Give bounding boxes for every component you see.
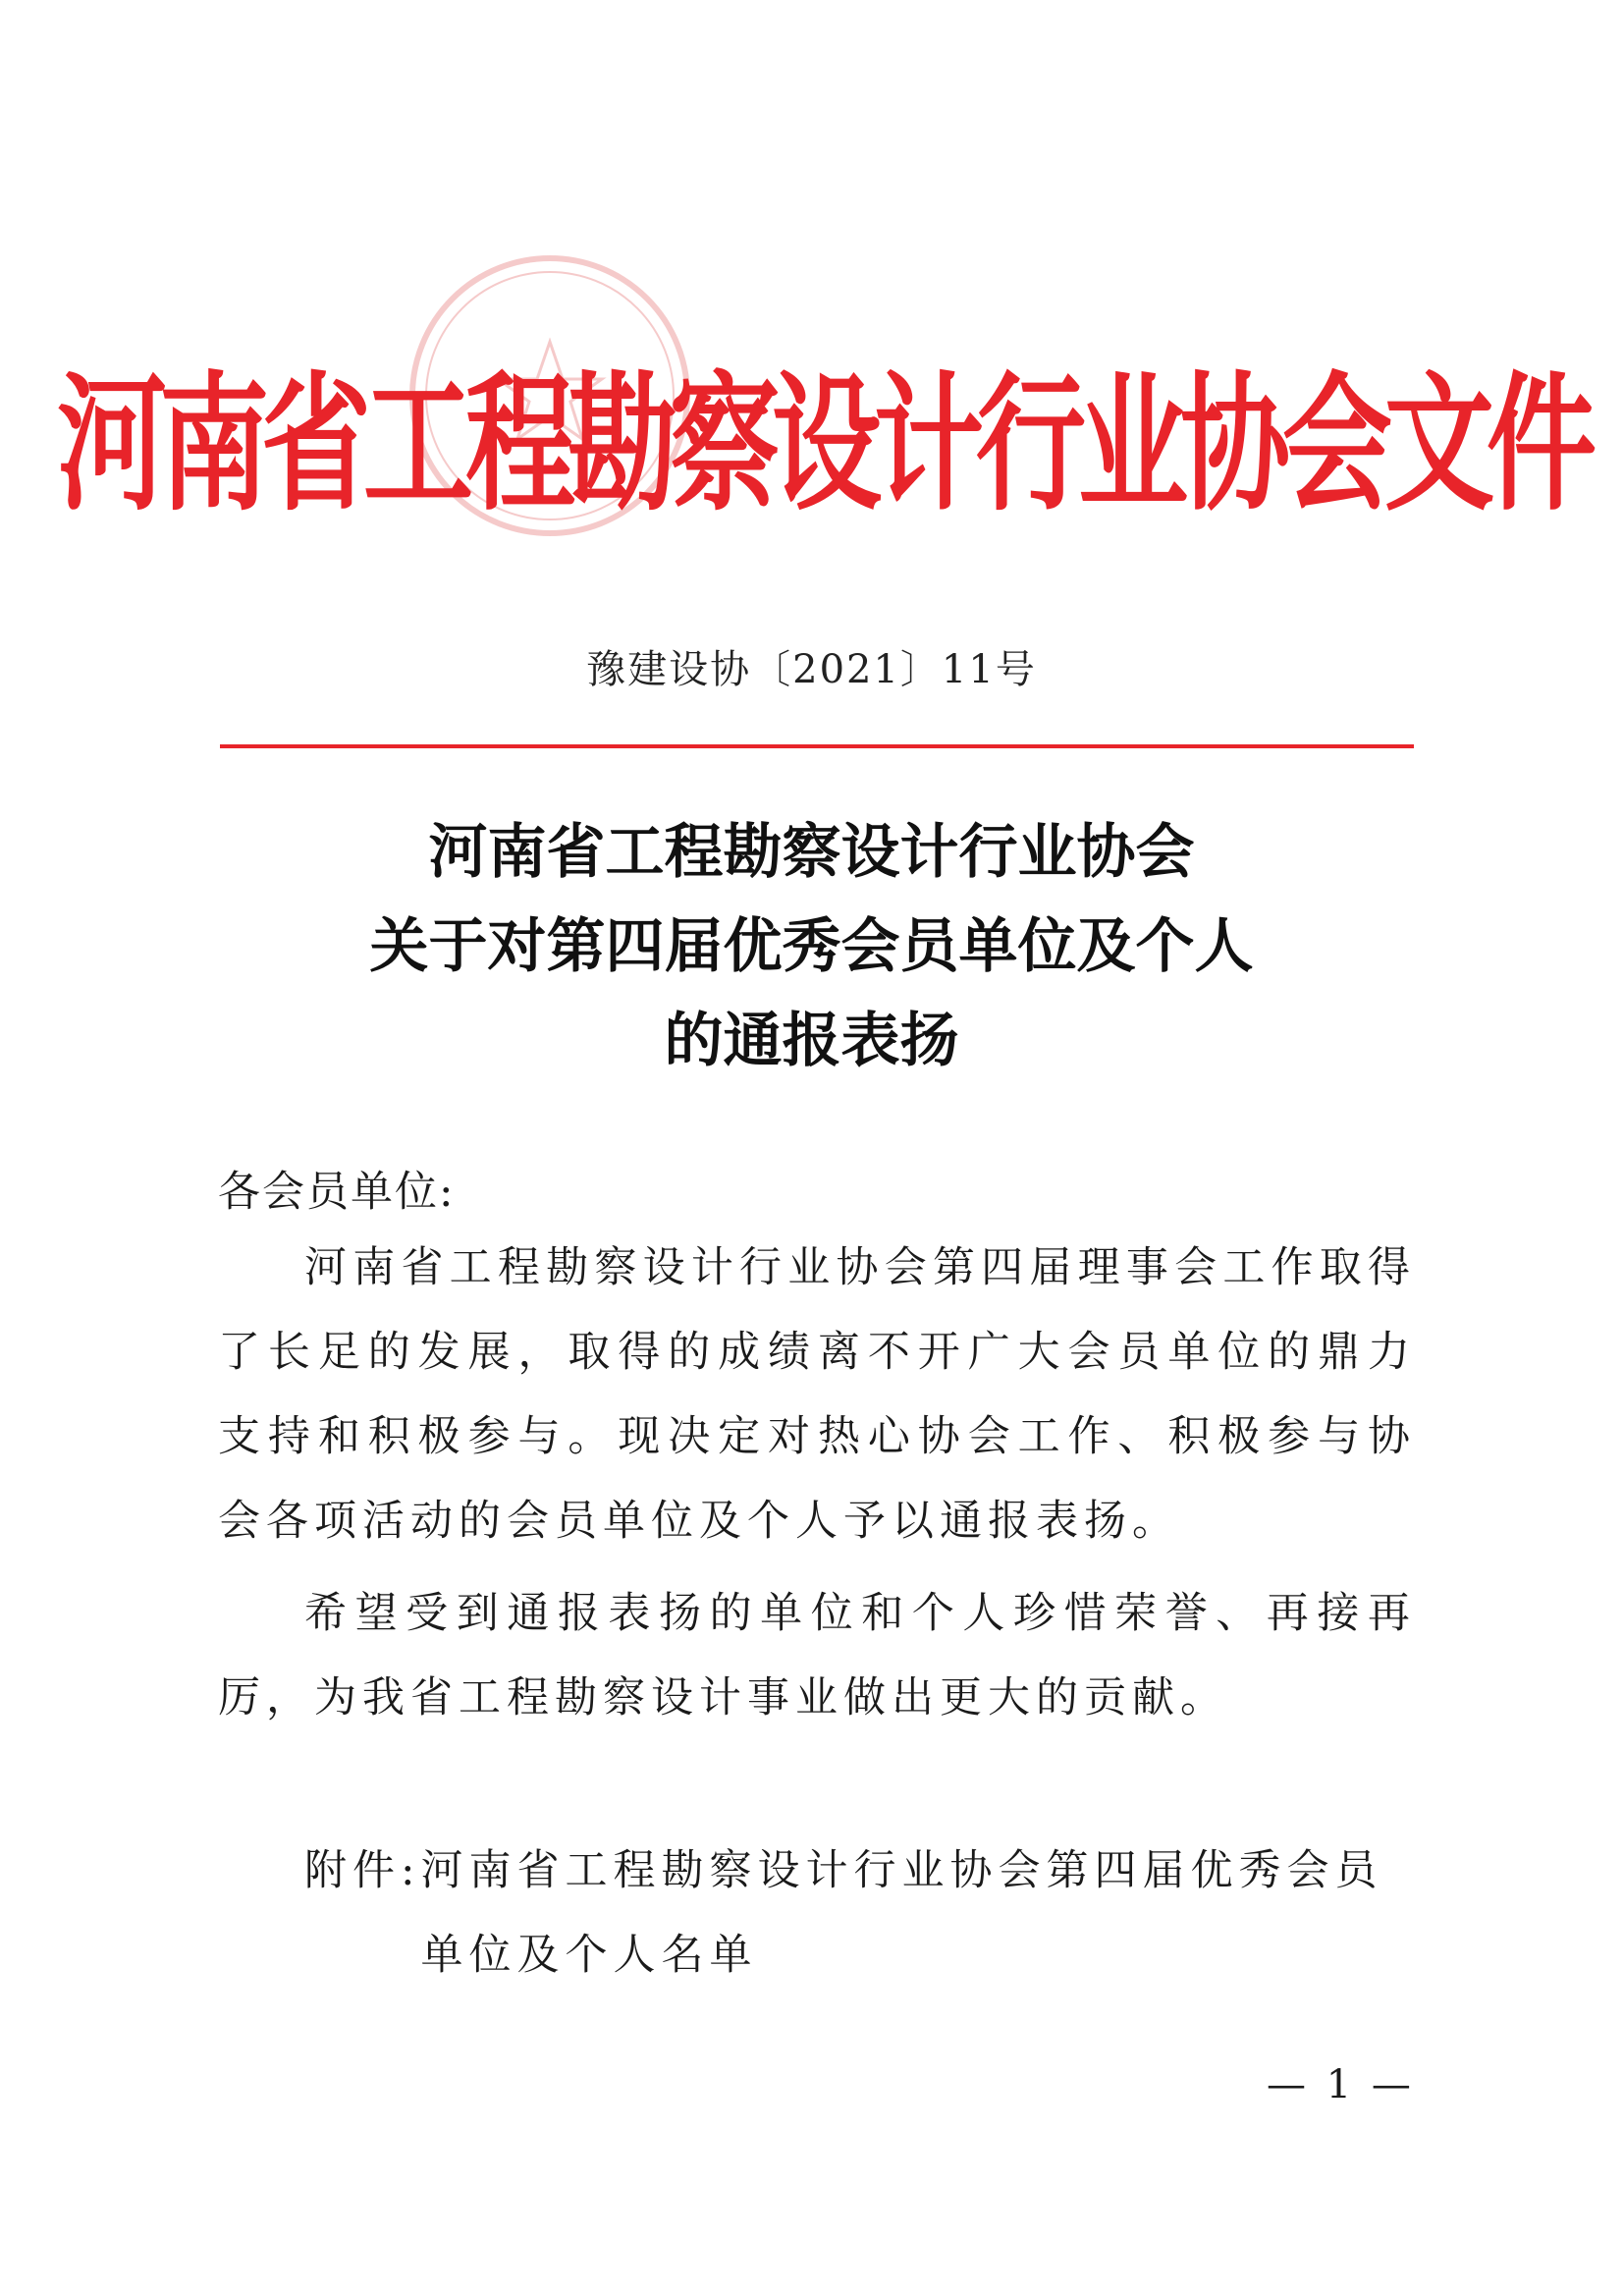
attachment-label: 附件: [304, 1846, 421, 1895]
page-number: — 1 — [1267, 2062, 1415, 2107]
attachment-note [304, 1829, 1403, 1997]
attachment-text: 河南省工程勘察设计行业协会第四届优秀会员单位及个人名单 [420, 1846, 1383, 1980]
notice-title-line: 的通报表扬 [664, 1007, 959, 1075]
red-divider-line [220, 744, 1414, 748]
notice-title-line: 河南省工程勘察设计行业协会 [428, 818, 1195, 887]
body-paragraph: 河南省工程勘察设计行业协会第四届理事会工作取得了长足的发展，取得的成绩离不开广大会员单位的鼎力支持和积极参与。现决定对热心协会工作、积极参与协会各项活动的会员单位及个人予以通报表扬。 [218, 1243, 1416, 1546]
document-number: 豫建设协〔2021〕11号 [586, 647, 1037, 692]
notice-title [0, 805, 1623, 1088]
body-paragraph: 希望受到通报表扬的单位和个人珍惜荣誉、再接再厉，为我省工程勘察设计事业做出更大的贡献。 [218, 1589, 1416, 1722]
salutation: 各会员单位: [218, 1168, 456, 1217]
document-header-title: 河南省工程勘察设计行业协会文件 [57, 358, 1589, 531]
notice-title-line: 关于对第四届优秀会员单位及个人 [369, 912, 1254, 981]
